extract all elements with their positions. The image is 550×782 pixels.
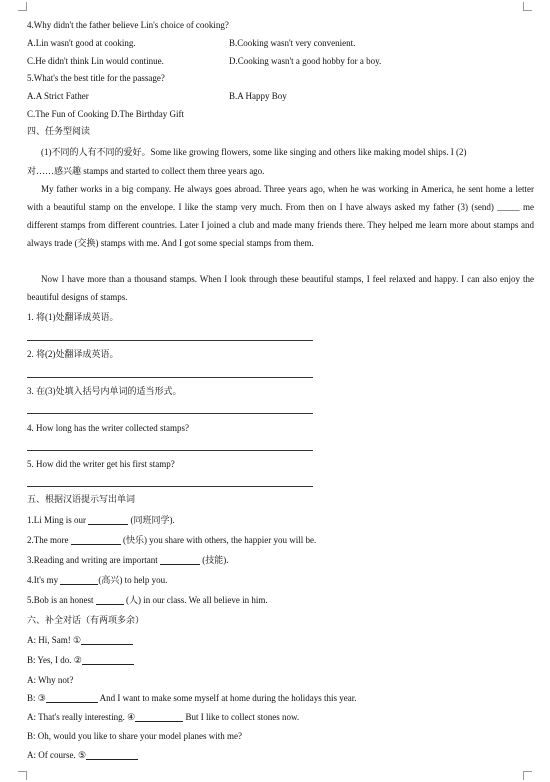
crop-mark-bottom-left <box>18 771 27 780</box>
section5-item-4 <box>27 574 167 586</box>
section5-item-3 <box>27 554 228 566</box>
q5-stem: 5.What's the best title for the passage? <box>27 73 165 83</box>
answer-line-2[interactable] <box>27 377 313 378</box>
dialogue-line-2-text: B: Yes, I do. ② <box>27 655 82 665</box>
section4-question-3: 3. 在(3)处填入括号内单词的适当形式。 <box>27 386 182 396</box>
item-5-text-after: (人) in our class. We all believe in him. <box>123 595 268 605</box>
dialogue-line-4 <box>27 692 357 704</box>
q4-stem: 4.Why didn't the father believe Lin's choice of cooking? <box>27 20 229 30</box>
dialogue-blank-5[interactable] <box>86 749 138 760</box>
dialogue-blank-4[interactable] <box>135 711 183 722</box>
section6-heading: 六、补全对话（有两项多余） <box>27 615 145 625</box>
answer-line-4[interactable] <box>27 450 313 451</box>
section4-question-1: 1. 将(1)处翻译成英语。 <box>27 312 119 322</box>
item-3-text-before: 3.Reading and writing are important <box>27 555 160 565</box>
blank-field-2[interactable] <box>71 534 121 545</box>
dialogue-line-6: B: Oh, would you like to share your model planes with me? <box>27 731 242 741</box>
dialogue-line-2 <box>27 654 134 666</box>
item-1-text-before: 1.Li Ming is our <box>27 515 89 525</box>
dialogue-blank-2[interactable] <box>82 654 134 665</box>
dialogue-blank-3[interactable] <box>46 692 98 703</box>
section4-p1-line1: (1)不同的人有不同的爱好。Some like growing flowers, some like singing and others like making model ships. I (2) <box>41 147 467 157</box>
dialogue-line-5-text-before: A: That's really interesting. ④ <box>27 712 136 722</box>
q4-option-b: B.Cooking wasn't very convenient. <box>229 38 356 48</box>
section5-item-2 <box>27 534 316 546</box>
q5-option-cd: C.The Fun of Cooking D.The Birthday Gift <box>27 109 184 119</box>
blank-field-4[interactable] <box>60 574 98 585</box>
q4-option-c: C.He didn't think Lin would continue. <box>27 56 164 66</box>
dialogue-line-5-text-after: But I like to collect stones now. <box>183 712 300 722</box>
blank-field-1[interactable] <box>88 514 128 525</box>
dialogue-line-7 <box>27 749 138 761</box>
blank-field-5[interactable] <box>96 594 124 605</box>
section4-paragraph-3 <box>27 270 534 306</box>
answer-line-3[interactable] <box>27 413 313 414</box>
answer-line-1[interactable] <box>27 340 313 341</box>
dialogue-line-7-text: A: Of course. ⑤ <box>27 750 87 760</box>
section4-p1-line2: 对……感兴趣 stamps and started to collect them three years ago. <box>27 166 265 176</box>
dialogue-line-4-text-before: B: ③ <box>27 693 46 703</box>
dialogue-blank-1[interactable] <box>81 634 133 645</box>
dialogue-line-1 <box>27 634 133 646</box>
dialogue-line-5 <box>27 711 299 723</box>
crop-mark-top-left <box>18 2 27 11</box>
section5-item-5 <box>27 594 268 606</box>
dialogue-line-4-text-after: And I want to make some myself at home during the holidays this year. <box>97 693 357 703</box>
section4-question-5: 5. How did the writer get his first stamp? <box>27 459 175 469</box>
section4-question-2: 2. 将(2)处翻译成英语。 <box>27 349 119 359</box>
item-4-text-after: (高兴) to help you. <box>98 575 168 585</box>
section4-paragraph-2-text: My father works in a big company. He always goes abroad. Three years ago, when he was working in America, he sent home a letter with a beautiful stamp on the envelope. I like the stamp very much. From then on I have always asked my father (3) (send) _____ me different stamps from different countries. Later I joined a club and made many friends there. They helped me learn more about stamps and always trade (交换) stamps with me. And I got some special stamps from them. <box>27 184 534 248</box>
blank-field-3[interactable] <box>160 554 200 565</box>
section4-paragraph-3-text: Now I have more than a thousand stamps. When I look through these beautiful stamps, I feel relaxed and happy. I can also enjoy the beautiful designs of stamps. <box>27 274 534 302</box>
q4-option-a: A.Lin wasn't good at cooking. <box>27 38 136 48</box>
item-3-text-after: (技能). <box>199 555 229 565</box>
q4-option-d: D.Cooking wasn't a good hobby for a boy. <box>229 56 382 66</box>
crop-mark-top-right <box>523 2 532 11</box>
section4-question-4: 4. How long has the writer collected stamps? <box>27 423 189 433</box>
item-4-text-before: 4.It's my <box>27 575 61 585</box>
section5-item-1 <box>27 514 175 526</box>
item-2-text-before: 2.The more <box>27 535 71 545</box>
dialogue-line-1-text: A: Hi, Sam! ① <box>27 635 82 645</box>
section5-heading: 五、根据汉语提示写出单词 <box>27 494 136 504</box>
item-2-text-after: (快乐) you share with others, the happier you will be. <box>120 535 317 545</box>
answer-line-5[interactable] <box>27 486 313 487</box>
crop-mark-bottom-right <box>523 771 532 780</box>
item-5-text-before: 5.Bob is an honest <box>27 595 96 605</box>
dialogue-line-3: A: Why not? <box>27 675 74 685</box>
section4-paragraph-2 <box>27 180 534 252</box>
q5-option-b: B.A Happy Boy <box>229 91 287 101</box>
item-1-text-after: (同班同学). <box>128 515 175 525</box>
q5-option-a: A.A Strict Father <box>27 91 89 101</box>
section4-heading: 四、任务型阅读 <box>27 126 91 136</box>
